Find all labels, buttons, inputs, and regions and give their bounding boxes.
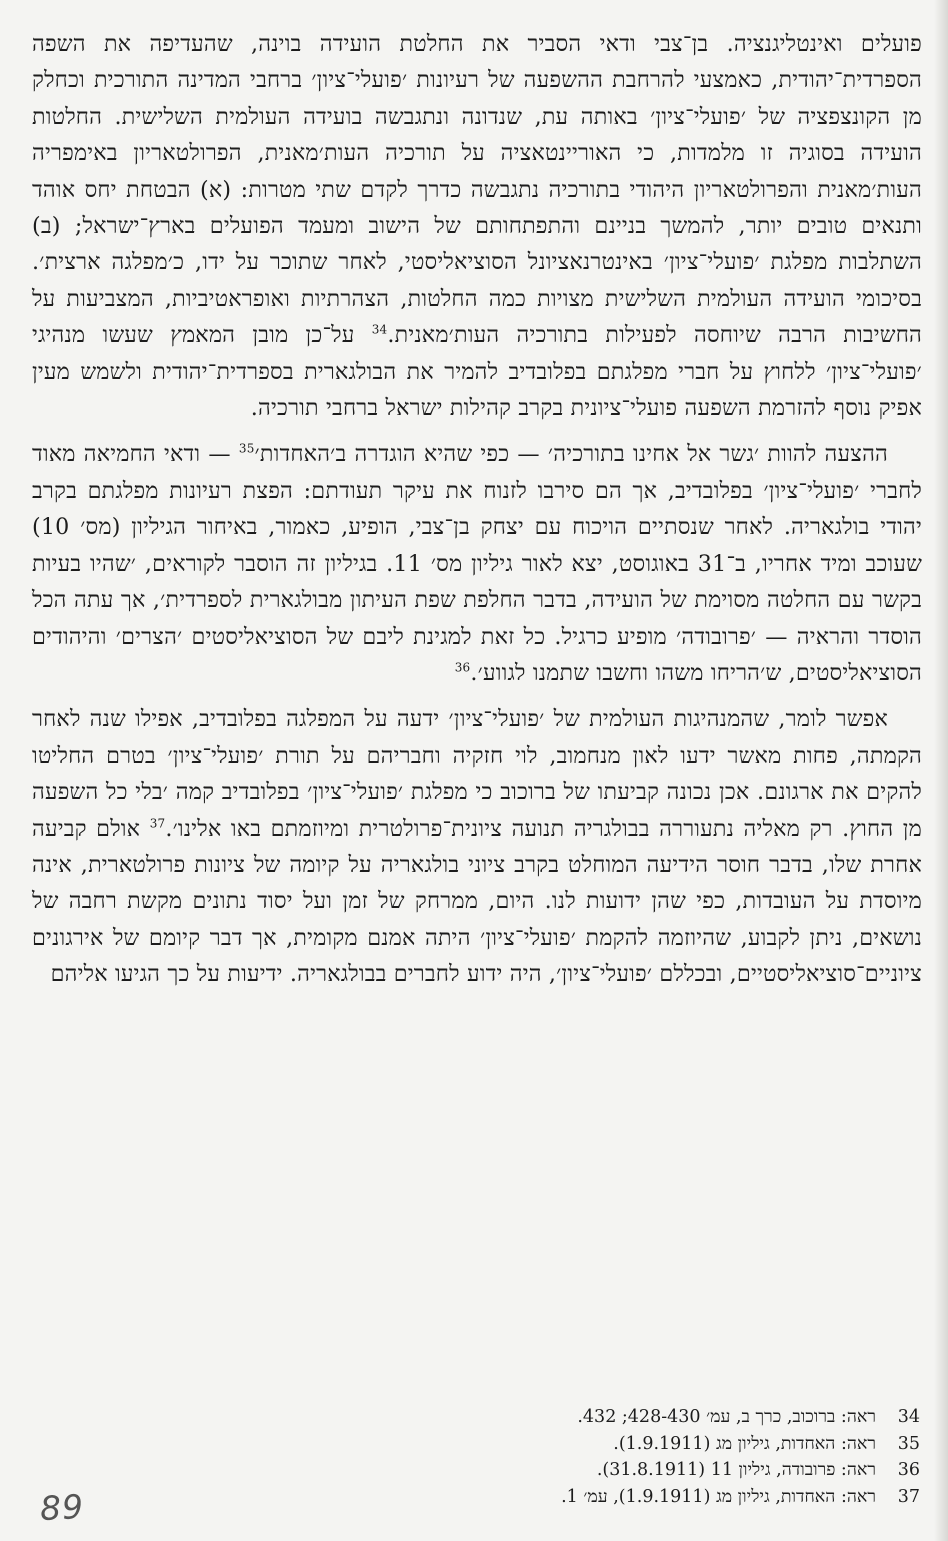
footnotes (360, 1404, 920, 1510)
footnote-reference: 37 (149, 816, 166, 831)
footnote-36 (360, 1457, 920, 1484)
page-edge-shadow (934, 0, 948, 1541)
footnote-34 (360, 1404, 920, 1431)
footnote-reference: 35 (238, 442, 255, 457)
footnote-text: ראה: האחדות, גיליון מג (1.9.1911), עמ׳ 1. (561, 1486, 876, 1507)
paragraph-1 (32, 26, 922, 426)
paragraph-text: אולם קביעה אחרת שלו, בדבר חוסר הידיעה המוחלט בקרב ציוני בולגאריה על קיומה של ציונות פרולטארית, אינה מיוסדת על העובדות, כפי שהן ידועות לנו. היום, ממרחק של זמן ועל יסוד נתונים מקשת רחבה של נושאים, ניתן לקבוע, שהיוזמה להקמת ׳פועלי־ציון׳ היתה אמנם מקומית, אך דבר קיומם של אירגונים ציוניים־סוציאליסטיים, ובכללם ׳פועלי־ציון׳, היה ידוע לחברים בבולגאריה. ידיעות על כך הגיעו אליהם (32, 815, 922, 988)
footnote-37 (360, 1484, 920, 1511)
paragraph-text: אפשר לומר, שהמנהיגות העולמית של ׳פועלי־ציון׳ ידעה על המפלגה בפלובדיב, אפילו שנה לאחר הקמתה, פחות מאשר ידעו לאון מנחמוב, לוי חזקיה וחבריהם על תורת ׳פועלי־ציון׳ בטרם החליטו להקים את ארגונם. אכן נכונה קביעתו של ברוכוב כי מפלגת ׳פועלי־ציון׳ בפלובדיב קמה ׳בלי כל השפעה מן החוץ. רק מאליה נתעוררה בבולגריה תנועה ציונית־פרולטרית ומיוזמתם באו אלינו׳. (32, 706, 922, 842)
paragraph-2 (32, 436, 922, 691)
paragraph-text: פועלים ואינטליגנציה. בן־צבי ודאי הסביר את החלטת הועידה בוינה, שהעדיפה את השפה הספרדית־יהודית, כאמצעי להרחבת ההשפעה של רעיונות ׳פועלי־ציון׳ ברחבי המדינה התורכית וכחלק מן הקונצפציה של ׳פועלי־ציון׳ באותה עת, שנדונה ונתגבשה בועידה העולמית השלישית. החלטות הועידה בסוגיה זו מלמדות, כי האוריינטאציה על תורכיה העות׳מאנית, הפרולטאריון באימפריה העות׳מאנית והפרולטאריון היהודי בתורכיה נתגבשה כדרך לקדם שתי מטרות: (א) הבטחת יחס אוהד ותנאים טובים יותר, להמשך בניינם והתפתחותם של הישוב ומעמד הפועלים בארץ־ישראל; (ב) השתלבות מפלגת ׳פועלי־ציון׳ באינטרנאציונל הסוציאליסטי, לאחר שתוכר על ידו, כ׳מפלגה ארצית׳. בסיכומי הועידה העולמית השלישית מצויות כמה החלטות, הצהרתיות ואופראטיביות, המצביעות על החשיבות הרבה שיוחסה לפעילות בתורכיה העות׳מאנית. (32, 31, 922, 349)
page-number: 89 (39, 1486, 85, 1529)
footnote-number: 34 (897, 1407, 920, 1427)
paragraph-3 (32, 701, 922, 992)
footnote-text: ראה: פרובודה, גיליון 11 (31.8.1911). (596, 1460, 876, 1480)
footnote-number: 35 (897, 1433, 920, 1454)
footnote-35 (360, 1431, 920, 1458)
paragraph-text: על־כן מובן המאמץ שעשו מנהיגי ׳פועלי־ציון׳ ללחוץ על חברי מפלגתם בפלובדיב להמיר את הבולגארית בספרדית־יהודית ולשמש מעין אפיק נוסף להזרמת השפעה פועלי־ציונית בקרב קהילות ישראל ברחבי תורכיה. (32, 322, 922, 422)
footnote-number: 36 (897, 1460, 920, 1480)
body-text (32, 26, 922, 993)
paragraph-text: ההצעה להוות ׳גשר אל אחינו בתורכיה׳ — כפי שהיא הוגדרה ב׳האחדות׳ (254, 441, 889, 468)
footnote-text: ראה: האחדות, גיליון מג (1.9.1911). (613, 1433, 876, 1454)
footnote-reference: 36 (454, 660, 471, 675)
paragraph-text: — ודאי החמיאה מאוד לחברי ׳פועלי־ציון׳ בפלובדיב, אך הם סירבו לזנוח את עיקר תעודתם: הפצת רעיונות מפלגתם בקרב יהודי בולגאריה. לאחר שנסתיים הויכוח עם יצחק בן־צבי, הופיע, כאמור, באיחור הגיליון (מס׳ 10) שעוכב ומיד אחריו, ב־31 באוגוסט, יצא לאור גיליון מס׳ 11. בגיליון זה הוסבר לקוראים, ׳שהיו בעיות בקשר עם החלטה מסוימת של הועידה, בדבר החלפת שפת העיתון מבולגארית לספרדית׳, אך עתה הכל הוסדר והראיה — ׳פרובודה׳ מופיע כרגיל. כל זאת למגינת ליבם של הסוציאליסטים ׳הצרים׳ והיהודים הסוציאליסטים, ש׳הריחו משהו וחשבו שתמנו לגווע׳. (32, 441, 922, 686)
footnote-text: ראה: ברוכוב, כרך ב, עמ׳ 428-430; 432. (577, 1407, 876, 1427)
footnote-reference: 34 (371, 322, 388, 337)
footnote-number: 37 (897, 1486, 920, 1507)
